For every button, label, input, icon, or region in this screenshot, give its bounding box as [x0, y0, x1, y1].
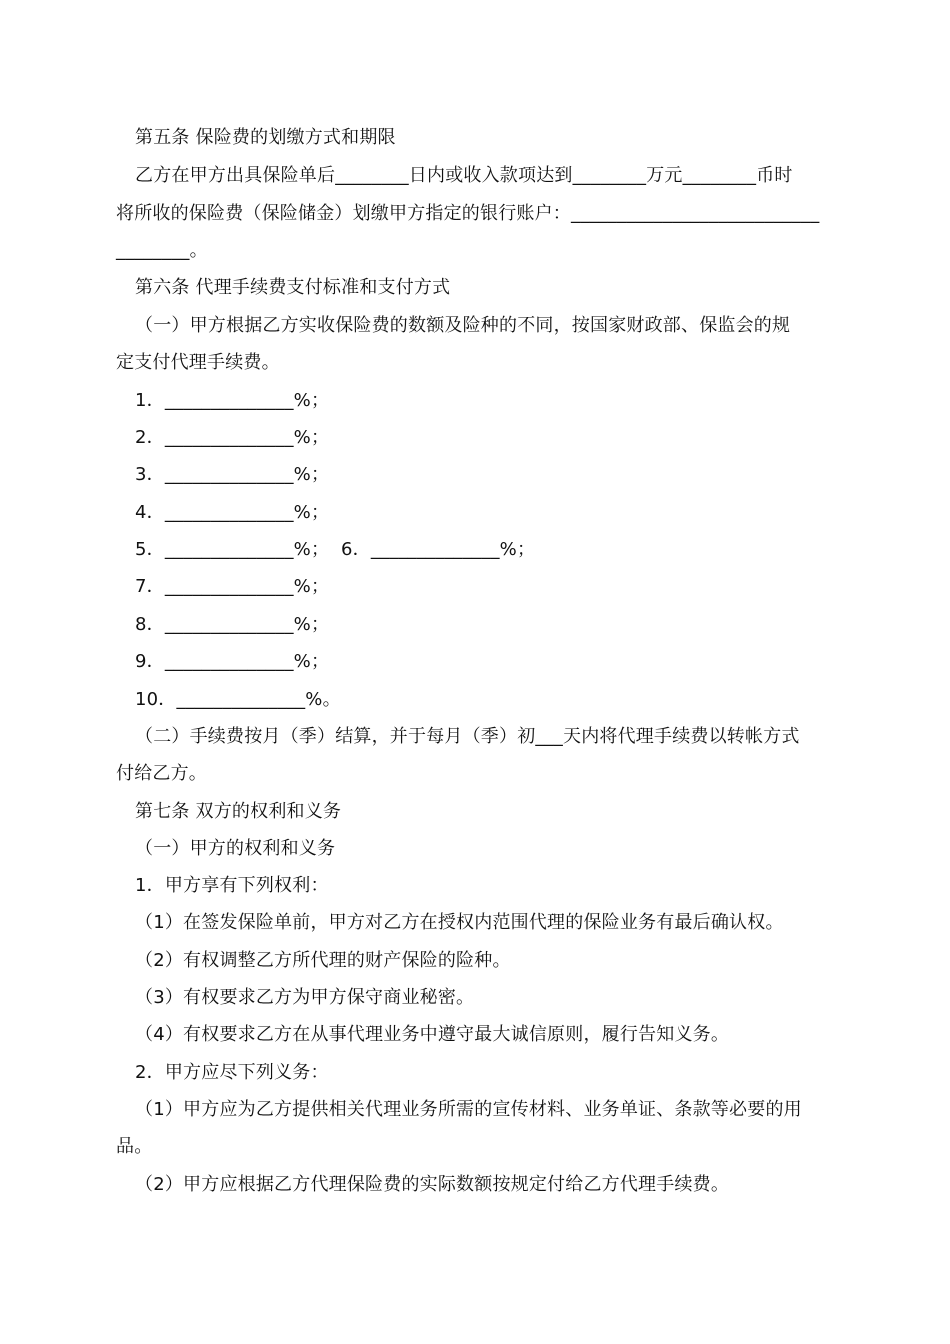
rights-item: （2）有权调整乙方所代理的财产保险的险种。 — [135, 950, 511, 971]
rate-item: 7．______________%； — [135, 576, 330, 597]
article6-section1-line2: 定支付代理手续费。 — [116, 352, 280, 373]
article5-paragraph-line2: 将所收的保险费（保险储金）划缴甲方指定的银行账户：___________________________ — [116, 203, 820, 224]
article7-section1: （一）甲方的权利和义务 — [135, 838, 336, 859]
rights-item: （1）在签发保险单前，甲方对乙方在授权内范围代理的保险业务有最后确认权。 — [135, 912, 784, 933]
rights-item: （3）有权要求乙方为甲方保守商业秘密。 — [135, 987, 475, 1008]
article6-heading: 第六条 代理手续费支付标准和支付方式 — [135, 277, 451, 298]
rate-item: 9．______________%； — [135, 651, 330, 672]
rate-item: 5．______________%； 6．______________%； — [135, 539, 536, 560]
article5-paragraph-line1: 乙方在甲方出具保险单后________日内或收入款项达到________万元________币时 — [135, 165, 793, 186]
duty1-line1: （1）甲方应为乙方提供相关代理业务所需的宣传材料、业务单证、条款等必要的用 — [135, 1099, 802, 1120]
duty1-line2: 品。 — [116, 1136, 153, 1157]
rate-item: 4．______________%； — [135, 502, 330, 523]
article6-section2-line1: （二）手续费按月（季）结算，并于每月（季）初___天内将代理手续费以转帐方式 — [135, 726, 800, 747]
rate-item: 8．______________%； — [135, 614, 330, 635]
article6-section1-line1: （一）甲方根据乙方实收保险费的数额及险种的不同，按国家财政部、保监会的规 — [135, 315, 791, 336]
article7-heading: 第七条 双方的权利和义务 — [135, 801, 342, 822]
article5-heading: 第五条 保险费的划缴方式和期限 — [135, 127, 396, 148]
rights-item: （4）有权要求乙方在从事代理业务中遵守最大诚信原则，履行告知义务。 — [135, 1024, 730, 1045]
rights-title: 1．甲方享有下列权利： — [135, 875, 329, 896]
rate-item: 1．______________%； — [135, 390, 330, 411]
article6-section2-line2: 付给乙方。 — [116, 763, 207, 784]
duties-title: 2．甲方应尽下列义务： — [135, 1062, 329, 1083]
rate-item: 3．______________%； — [135, 464, 330, 485]
duty2: （2）甲方应根据乙方代理保险费的实际数额按规定付给乙方代理手续费。 — [135, 1174, 730, 1195]
article5-paragraph-line3: ________。 — [116, 240, 208, 261]
rate-item: 2．______________%； — [135, 427, 330, 448]
rate-item: 10．______________%。 — [135, 689, 341, 710]
